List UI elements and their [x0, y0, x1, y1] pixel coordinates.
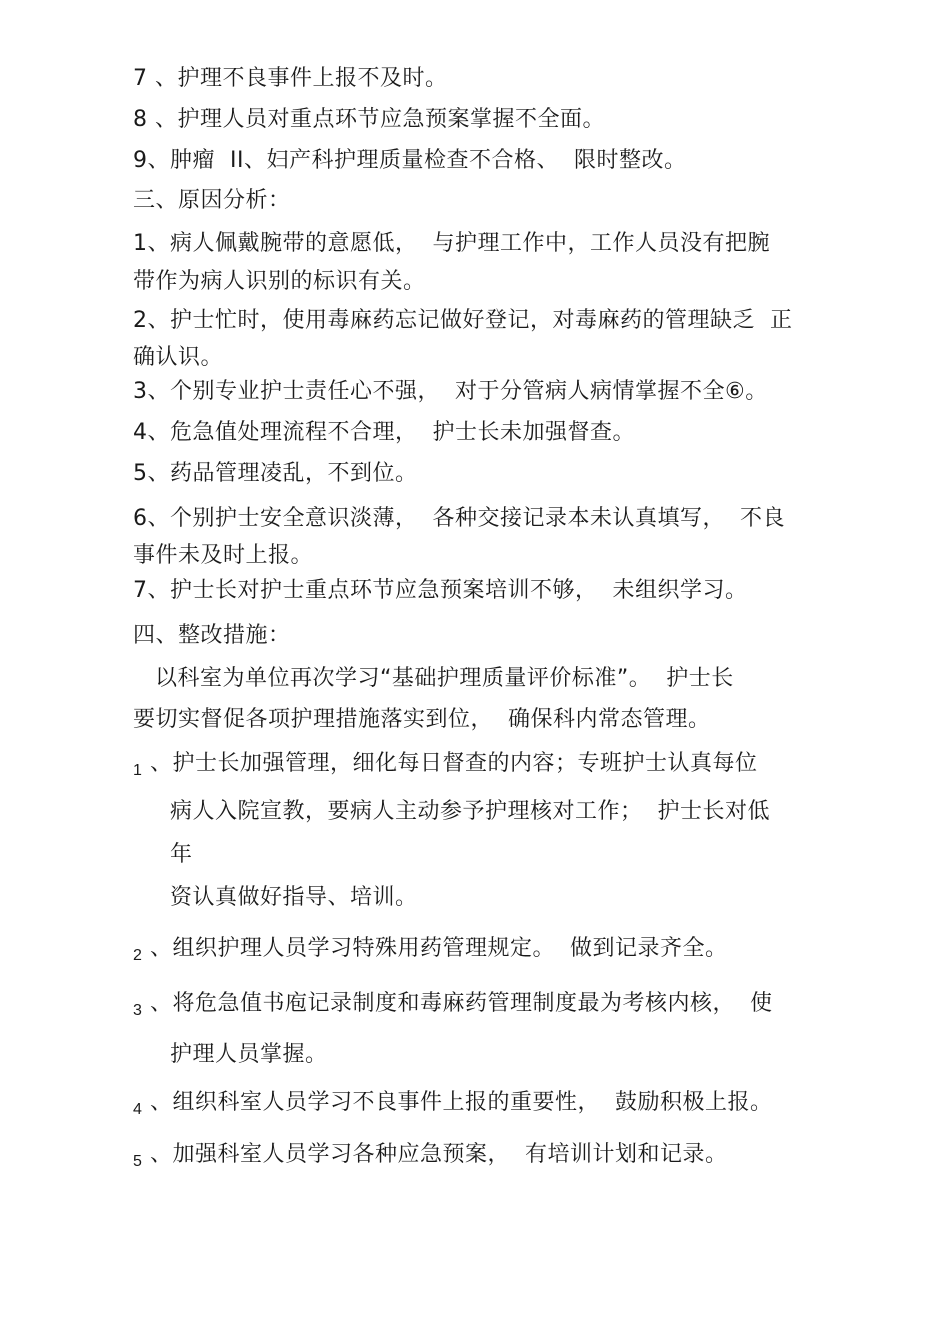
text-line: 9、肿瘤 II、妇产科护理质量检查不合格、 限时整改。 [133, 148, 687, 173]
text-line: 护理人员掌握。 [170, 1042, 328, 1067]
list-number: 2 [133, 947, 142, 964]
text-line: 确认识。 [133, 345, 224, 370]
text-line: 事件未及时上报。 [133, 543, 314, 568]
list-item: 、护士长加强管理，细化每日督查的内容；专班护士认真每位 [150, 751, 758, 776]
text-line: 资认真做好指导、培训。 [170, 885, 418, 910]
text-line: 5、药品管理凌乱，不到位。 [133, 461, 418, 486]
text-line: 病人入院宣教，要病人主动参予护理核对工作； 护士长对低 [170, 799, 770, 824]
list-item: 、组织护理人员学习特殊用药管理规定。 做到记录齐全。 [150, 936, 728, 961]
list-number: 4 [133, 1101, 142, 1118]
text-line: 要切实督促各项护理措施落实到位， 确保科内常态管理。 [133, 707, 711, 732]
list-item: 、将危急值书庖记录制度和毒麻药管理制度最为考核内核， 使 [150, 991, 773, 1016]
text-line: 6、个别护士安全意识淡薄， 各种交接记录本未认真填写， 不良 [133, 506, 785, 531]
text-line: 4、危急值处理流程不合理， 护士长未加强督查。 [133, 420, 635, 445]
text-line: 7、护士长对护士重点环节应急预案培训不够， 未组织学习。 [133, 578, 748, 603]
text-line: 以科室为单位再次学习“基础护理质量评价标准”。 护士长 [155, 666, 734, 691]
list-number: 1 [133, 762, 142, 779]
list-number: 5 [133, 1153, 142, 1170]
text-line: 2、护士忙时，使用毒麻药忘记做好登记，对毒麻药的管理缺乏 正 [133, 308, 793, 333]
list-number: 3 [133, 1002, 142, 1019]
text-line: 3、个别专业护士责任心不强， 对于分管病人病情掌握不全⑥。 [133, 379, 768, 404]
text-line: 1、病人佩戴腕带的意愿低， 与护理工作中，工作人员没有把腕 [133, 231, 770, 256]
text-line: 8 、护理人员对重点环节应急预案掌握不全面。 [133, 107, 605, 132]
list-item: 、加强科室人员学习各种应急预案， 有培训计划和记录。 [150, 1142, 728, 1167]
section-heading: 四、整改措施： [133, 623, 291, 648]
text-line: 年 [170, 842, 193, 867]
text-line: 7 、护理不良事件上报不及时。 [133, 66, 448, 91]
section-heading: 三、原因分析： [133, 188, 291, 213]
text-line: 带作为病人识别的标识有关。 [133, 269, 426, 294]
list-item: 、组织科室人员学习不良事件上报的重要性， 鼓励积极上报。 [150, 1090, 773, 1115]
